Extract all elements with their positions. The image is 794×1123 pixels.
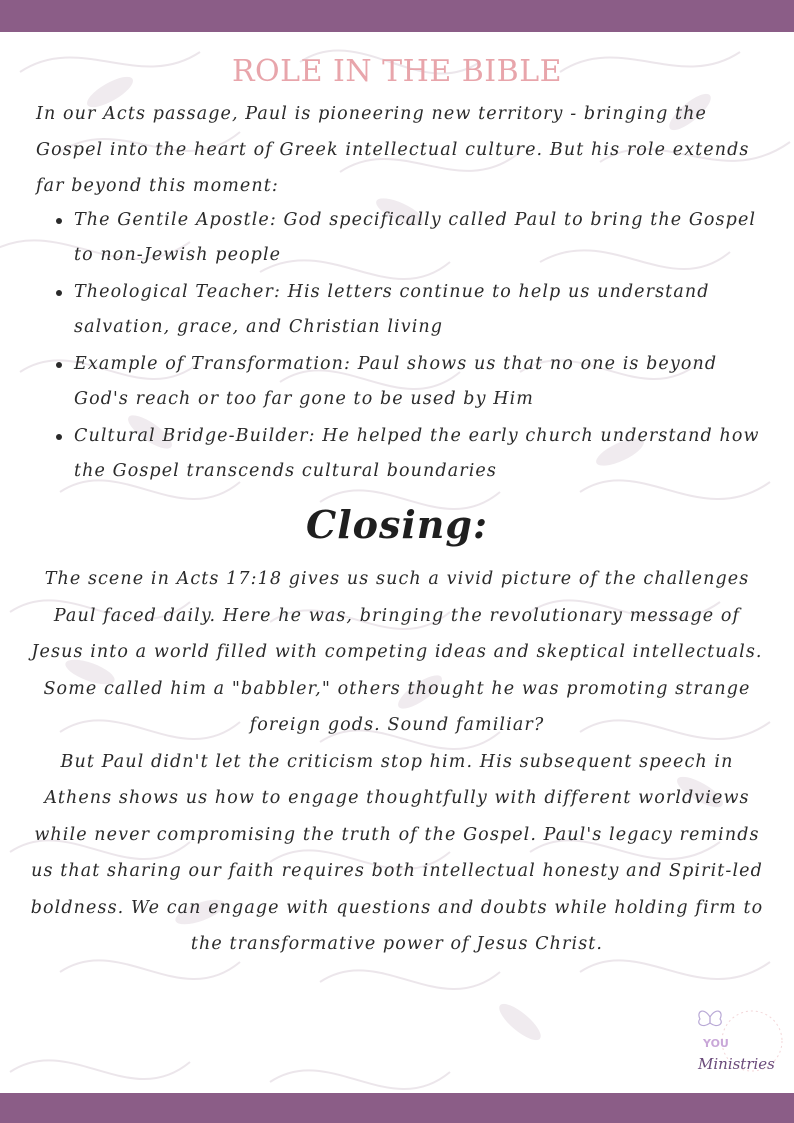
role-section-title: ROLE IN THE BIBLE bbox=[231, 54, 563, 89]
closing-body bbox=[30, 561, 764, 963]
logo-you-letters: YOU bbox=[703, 1037, 729, 1050]
bullet-item bbox=[56, 347, 776, 417]
role-bullet-list bbox=[56, 203, 776, 491]
bullet-dot-icon bbox=[56, 434, 62, 440]
closing-paragraph: The scene in Acts 17:18 gives us such a vivid picture of the challenges Paul faced daily. Here he was, bringing the revolutionary message of Jesus into a world filled with competing ideas and skeptical intellectuals. Some called him a "babbler," others thought he was promoting strange foreign gods. Sound familiar? bbox=[31, 569, 763, 735]
bullet-item bbox=[56, 419, 776, 489]
bullet-text: Theological Teacher: His letters continue to help us understand salvation, grace, and Christian living bbox=[74, 282, 710, 337]
bullet-dot-icon bbox=[56, 290, 62, 296]
role-intro-paragraph: In our Acts passage, Paul is pioneering new territory - bringing the Gospel into the heart of Greek intellectual culture. But his role extends far beyond this moment: bbox=[36, 104, 750, 196]
top-banner bbox=[0, 0, 794, 32]
closing-paragraph: But Paul didn't let the criticism stop him. His subsequent speech in Athens shows us how to engage thoughtfully with different worldviews while never compromising the truth of the Gospel. Paul's legacy reminds us that sharing our faith requires both intellectual honesty and Spirit-led boldness. We can engage with questions and doubts while holding firm to the transformative power of Jesus Christ. bbox=[30, 751, 764, 954]
bullet-text: Cultural Bridge-Builder: He helped the early church understand how the Gospel transcends cultural boundaries bbox=[74, 426, 760, 481]
closing-title: Closing: bbox=[305, 502, 489, 547]
bullet-dot-icon bbox=[56, 362, 62, 368]
bullet-text: The Gentile Apostle: God specifically called Paul to bring the Gospel to non-Jewish people bbox=[74, 210, 757, 265]
ministries-logo bbox=[690, 1003, 790, 1083]
bullet-dot-icon bbox=[56, 218, 62, 224]
bullet-item bbox=[56, 275, 776, 345]
bullet-text: Example of Transformation: Paul shows us that no one is beyond God's reach or too far gone to be used by Him bbox=[74, 354, 718, 409]
bullet-item bbox=[56, 203, 776, 273]
bottom-banner bbox=[0, 1093, 794, 1123]
logo-wordmark: Ministries bbox=[698, 1055, 775, 1073]
